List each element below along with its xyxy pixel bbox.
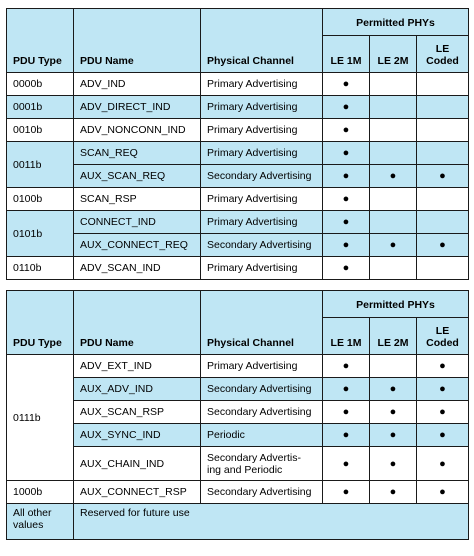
physical-channel-cell: Secondary Advertis- ing and Periodic: [201, 447, 323, 481]
header-le-2m: LE 2M: [370, 318, 417, 355]
le-coded-cell: [417, 119, 469, 142]
le-coded-cell: [417, 234, 469, 257]
table-row: [7, 211, 469, 234]
pdu-type-cell: 0010b: [7, 119, 74, 142]
header-pdu-name: PDU Name: [74, 9, 201, 73]
pdu-name-cell: ADV_IND: [74, 73, 201, 96]
le-1m-cell: [323, 234, 370, 257]
le-coded-cell: [417, 165, 469, 188]
pdu-type-cell: 0110b: [7, 257, 74, 280]
header-permitted-phys: Permitted PHYs: [323, 9, 469, 36]
permitted-dot-icon: ●: [342, 193, 350, 205]
permitted-dot-icon: ●: [439, 360, 446, 372]
table-row: [7, 142, 469, 165]
permitted-dot-icon: ●: [439, 429, 446, 441]
header-le-coded-line1: LE: [435, 325, 450, 337]
permitted-dot-icon: ●: [439, 406, 446, 418]
permitted-dot-icon: ●: [342, 262, 350, 274]
permitted-dot-icon: ●: [342, 429, 350, 441]
le-1m-cell: [323, 188, 370, 211]
permitted-dot-icon: ●: [342, 101, 350, 113]
pdu-type-cell: 0001b: [7, 96, 74, 119]
le-1m-cell: [323, 401, 370, 424]
le-1m-cell: [323, 378, 370, 401]
permitted-dot-icon: ●: [342, 170, 350, 182]
pdu-name-cell: AUX_SCAN_RSP: [74, 401, 201, 424]
le-2m-cell: [370, 378, 417, 401]
physical-channel-cell: Primary Advertising: [201, 96, 323, 119]
pdu-type-cell: 0101b: [7, 211, 74, 257]
le-2m-cell: [370, 165, 417, 188]
physical-channel-cell: Secondary Advertising: [201, 401, 323, 424]
physical-channel-cell: Primary Advertising: [201, 142, 323, 165]
physical-channel-cell: Secondary Advertising: [201, 481, 323, 504]
table-row: [7, 119, 469, 142]
physical-channel-cell: Primary Advertising: [201, 355, 323, 378]
le-2m-cell: [370, 355, 417, 378]
physical-channel-cell: Secondary Advertising: [201, 378, 323, 401]
permitted-dot-icon: ●: [342, 78, 350, 90]
table-row-reserved: [7, 504, 469, 540]
pdu-name-cell: AUX_CONNECT_RSP: [74, 481, 201, 504]
table-row: [7, 257, 469, 280]
le-coded-cell: [417, 355, 469, 378]
table-row: [7, 447, 469, 481]
physical-channel-cell: Secondary Advertising: [201, 234, 323, 257]
pdu-name-cell: ADV_SCAN_IND: [74, 257, 201, 280]
table-row: [7, 481, 469, 504]
le-2m-cell: [370, 401, 417, 424]
header-le-coded: [417, 36, 469, 73]
le-2m-cell: [370, 257, 417, 280]
header-physical-channel: Physical Channel: [201, 291, 323, 355]
physical-channel-cell: Primary Advertising: [201, 257, 323, 280]
pdu-type-cell: 1000b: [7, 481, 74, 504]
le-coded-cell: [417, 73, 469, 96]
le-2m-cell: [370, 96, 417, 119]
le-1m-cell: [323, 447, 370, 481]
le-1m-cell: [323, 119, 370, 142]
pdu-type-table-extended: [6, 290, 469, 540]
le-1m-cell: [323, 211, 370, 234]
permitted-dot-icon: ●: [342, 216, 350, 228]
table-row: [7, 355, 469, 378]
pdu-name-cell: ADV_NONCONN_IND: [74, 119, 201, 142]
permitted-dot-icon: ●: [389, 429, 397, 441]
le-1m-cell: [323, 165, 370, 188]
le-coded-cell: [417, 401, 469, 424]
pdu-name-cell: SCAN_RSP: [74, 188, 201, 211]
permitted-dot-icon: ●: [389, 406, 397, 418]
le-2m-cell: [370, 447, 417, 481]
table-row: [7, 188, 469, 211]
reserved-text-cell: Reserved for future use: [74, 504, 469, 540]
le-2m-cell: [370, 424, 417, 447]
le-coded-cell: [417, 378, 469, 401]
le-1m-cell: [323, 96, 370, 119]
le-coded-cell: [417, 257, 469, 280]
header-pdu-type: PDU Type: [7, 9, 74, 73]
header-le-coded-line2: Coded: [426, 55, 459, 67]
le-coded-cell: [417, 142, 469, 165]
le-coded-cell: [417, 481, 469, 504]
permitted-dot-icon: ●: [342, 406, 350, 418]
le-coded-cell: [417, 424, 469, 447]
le-1m-cell: [323, 142, 370, 165]
header-pdu-type: PDU Type: [7, 291, 74, 355]
pdu-name-cell: AUX_CHAIN_IND: [74, 447, 201, 481]
le-1m-cell: [323, 73, 370, 96]
header-le-coded-line2: Coded: [426, 337, 459, 349]
table-row: [7, 165, 469, 188]
permitted-dot-icon: ●: [389, 170, 397, 182]
le-1m-cell: [323, 424, 370, 447]
permitted-dot-icon: ●: [439, 486, 446, 498]
header-le-1m: LE 1M: [323, 318, 370, 355]
table-row: [7, 73, 469, 96]
header-le-2m: LE 2M: [370, 36, 417, 73]
le-2m-cell: [370, 211, 417, 234]
le-2m-cell: [370, 188, 417, 211]
permitted-dot-icon: ●: [342, 239, 350, 251]
pdu-name-cell: CONNECT_IND: [74, 211, 201, 234]
permitted-dot-icon: ●: [439, 457, 446, 470]
le-2m-cell: [370, 481, 417, 504]
le-2m-cell: [370, 234, 417, 257]
permitted-dot-icon: ●: [389, 383, 397, 395]
pdu-name-cell: AUX_CONNECT_REQ: [74, 234, 201, 257]
permitted-dot-icon: ●: [342, 147, 350, 159]
permitted-dot-icon: ●: [342, 457, 350, 470]
permitted-dot-icon: ●: [342, 360, 350, 372]
table-row: [7, 401, 469, 424]
le-1m-cell: [323, 355, 370, 378]
le-coded-cell: [417, 188, 469, 211]
le-coded-cell: [417, 96, 469, 119]
le-1m-cell: [323, 481, 370, 504]
pdu-type-table-legacy: [6, 8, 469, 280]
permitted-dot-icon: ●: [389, 239, 397, 251]
table-row: [7, 96, 469, 119]
physical-channel-cell: Primary Advertising: [201, 211, 323, 234]
permitted-dot-icon: ●: [439, 170, 446, 182]
permitted-dot-icon: ●: [342, 383, 350, 395]
table-row: [7, 234, 469, 257]
pdu-type-cell: 0111b: [7, 355, 74, 481]
pdu-type-cell: 0011b: [7, 142, 74, 188]
header-le-coded: [417, 318, 469, 355]
permitted-dot-icon: ●: [342, 124, 350, 136]
pdu-type-cell: All other values: [7, 504, 74, 540]
pdu-name-cell: AUX_SCAN_REQ: [74, 165, 201, 188]
pdu-name-cell: ADV_DIRECT_IND: [74, 96, 201, 119]
pdu-name-cell: AUX_SYNC_IND: [74, 424, 201, 447]
header-le-coded-line1: LE: [435, 43, 450, 55]
le-2m-cell: [370, 119, 417, 142]
permitted-dot-icon: ●: [342, 486, 350, 498]
pdu-name-cell: SCAN_REQ: [74, 142, 201, 165]
table-row: [7, 424, 469, 447]
header-le-1m: LE 1M: [323, 36, 370, 73]
pdu-type-cell: 0100b: [7, 188, 74, 211]
header-pdu-name: PDU Name: [74, 291, 201, 355]
permitted-dot-icon: ●: [439, 239, 446, 251]
le-2m-cell: [370, 142, 417, 165]
permitted-dot-icon: ●: [389, 486, 397, 498]
table-row: [7, 378, 469, 401]
pdu-name-cell: ADV_EXT_IND: [74, 355, 201, 378]
permitted-dot-icon: ●: [439, 383, 446, 395]
le-coded-cell: [417, 447, 469, 481]
physical-channel-cell: Primary Advertising: [201, 188, 323, 211]
pdu-name-cell: AUX_ADV_IND: [74, 378, 201, 401]
physical-channel-cell: Primary Advertising: [201, 73, 323, 96]
header-physical-channel: Physical Channel: [201, 9, 323, 73]
le-1m-cell: [323, 257, 370, 280]
header-permitted-phys: Permitted PHYs: [323, 291, 469, 318]
le-coded-cell: [417, 211, 469, 234]
physical-channel-cell: Primary Advertising: [201, 119, 323, 142]
physical-channel-cell: Secondary Advertising: [201, 165, 323, 188]
physical-channel-cell: Periodic: [201, 424, 323, 447]
pdu-type-cell: 0000b: [7, 73, 74, 96]
le-2m-cell: [370, 73, 417, 96]
permitted-dot-icon: ●: [389, 457, 397, 470]
